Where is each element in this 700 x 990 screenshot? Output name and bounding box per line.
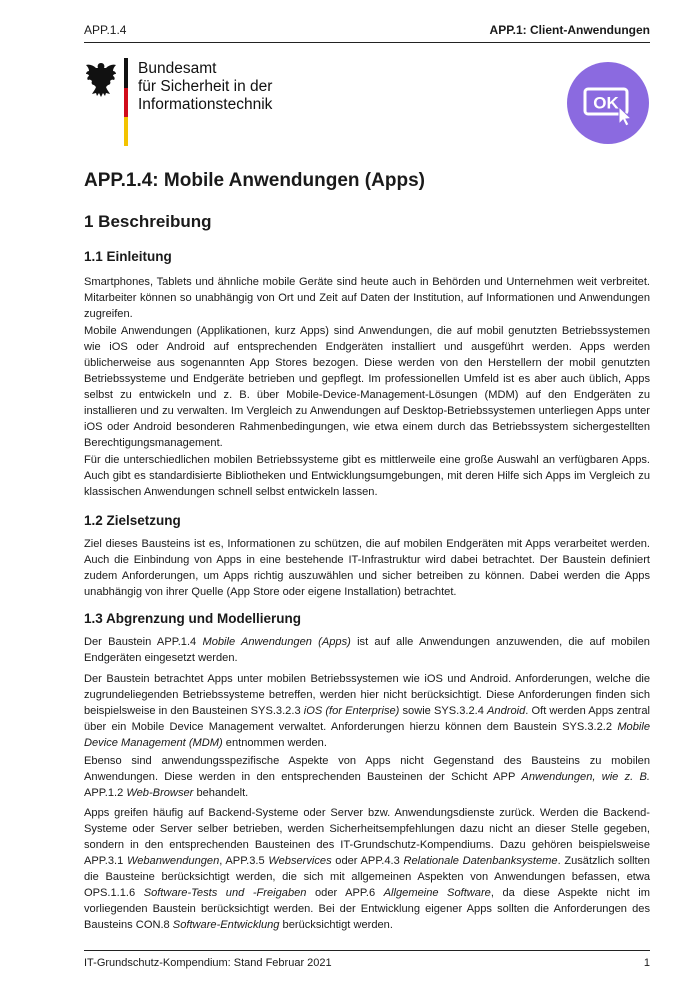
paragraph-abgrenzung-4: Apps greifen häufig auf Backend-Systeme oder Server bzw. Anwendungsdienste zurück. Werden die Backend-Systeme oder Server selber betrieben, werden Sicherheitsempfehlungen dazu nicht an dieser Stelle gegeben, sondern in den entsprechenden Bausteinen des IT-Grundschutz-Kompendiums. Dazu gehören beispielsweise APP.3.1 Webanwendungen, APP.3.5 Webservices oder APP.4.3 Relationale Datenbanksysteme. Zusätzlich sollten die Bausteine berücksichtigt werden, die sich mit allgemeinen Aspekten von Anwendungen befassen, etwa OPS.1.1.6 Software-Tests und -Freigaben oder APP.6 Allgemeine Software, da diese Aspekte nicht im vorliegenden Baustein berücksichtigt werden. Bei der Entwicklung eigener Apps sollten die Anforderungen des Bausteins CON.8 Software-Entwicklung berücksichtigt werden.: [84, 807, 650, 931]
flag-bar: [124, 58, 128, 146]
ok-cursor-icon: [567, 62, 649, 144]
ok-badge-label: OK: [593, 93, 619, 113]
footer-source: IT-Grundschutz-Kompendium: Stand Februar 2021: [84, 957, 332, 969]
logo-line-2: für Sicherheit in der: [138, 78, 273, 95]
subsection-heading-zielsetzung: 1.2 Zielsetzung: [84, 513, 181, 528]
paragraph-abgrenzung-1: Der Baustein APP.1.4 Mobile Anwendungen (Apps) ist auf alle Anwendungen anzuwenden, die auf mobilen Endgeräten eingesetzt werden.: [84, 636, 650, 664]
header-module-id: APP.1.4: [84, 23, 127, 37]
paragraph-abgrenzung-3: Ebenso sind anwendungsspezifische Aspekte von Apps nicht Gegenstand des Bausteins zu mobilen Anwendungen. Diese werden in den entsprechenden Bausteinen der Schicht APP Anwendungen, wie z. B. APP.1.2 Web-Browser behandelt.: [84, 755, 650, 799]
logo-line-3: Informationstechnik: [138, 96, 273, 113]
page-title: APP.1.4: Mobile Anwendungen (Apps): [84, 170, 425, 191]
subsection-heading-abgrenzung: 1.3 Abgrenzung und Modellierung: [84, 611, 301, 626]
bsi-logo: [84, 58, 284, 148]
paragraph-einleitung-2: Mobile Anwendungen (Applikationen, kurz Apps) sind Anwendungen, die auf mobil genutzten Betriebssystemen wie iOS oder Android auf entsprechenden Endgeräten installiert und ausgeführt werden. Apps werden üblicherweise aus sogenannten App Stores bezogen. Diese werden von den Herstellern der mobil genutzten Betriebssysteme und Endgeräte betrieben und gepflegt. Im professionellen Umfeld ist es aber auch üblich, Apps selbst zu entwickeln und z. B. über Mobile-Device-Management-Lösungen (MDM) auf den Endgeräten zu installieren und zu verwalten. Im Vergleich zu Anwendungen auf Desktop-Betriebssystemen unterliegen Apps unter iOS oder Android besonderen Rahmenbedingungen, wie etwa einem durch das Betriebssystem sichergestellten Berechtigungsmanagement.: [84, 325, 650, 449]
logo-line-1: Bundesamt: [138, 60, 217, 77]
header-layer-title: APP.1: Client-Anwendungen: [489, 23, 650, 37]
footer-page-number: 1: [643, 957, 650, 969]
page-header: [84, 20, 650, 43]
subsection-heading-einleitung: 1.1 Einleitung: [84, 249, 172, 264]
paragraph-zielsetzung: Ziel dieses Bausteins ist es, Informationen zu schützen, die auf mobilen Endgeräten mit Apps verarbeitet werden. Auch die Einbindung von Apps in eine bestehende IT-Infrastruktur wird dabei betrachtet. Der Baustein definiert zudem Anforderungen, um Apps richtig auszuwählen und sicher betreiben zu können. Dabei werden die Apps unabhängig von ihrer Quelle (App Store oder eigene Installation) betrachtet.: [84, 538, 650, 598]
paragraph-einleitung-3: Für die unterschiedlichen mobilen Betriebssysteme gibt es mittlerweile eine große Auswahl an verfügbaren Apps. Auch gibt es standardisierte Bibliotheken und Entwicklungsumgebungen, mit deren Hilfe sich Apps im Vergleich zu klassischen Anwendungen schnell selbst entwickeln lassen.: [84, 454, 650, 498]
logo-text: [138, 60, 272, 114]
paragraph-abgrenzung-2: Der Baustein betrachtet Apps unter mobilen Betriebssystemen wie iOS und Android. Anforderungen, welche die zugrundeliegenden Betriebssysteme betreffen, werden hier nicht berücksichtigt. Diese Anforderungen finden sich beispielsweise in den Bausteinen SYS.3.2.3 iOS (for Enterprise) sowie SYS.3.2.4 Android. Oft werden Apps zentral über ein Mobile Device Management verwaltet. Anforderungen hierzu können dem Baustein SYS.3.2.2 Mobile Device Management (MDM) entnommen werden.: [84, 673, 650, 749]
paragraph-einleitung-1: Smartphones, Tablets und ähnliche mobile Geräte sind heute auch in Behörden und Unternehmen weit verbreitet. Mitarbeiter können so unabhängig von Ort und Zeit auf Daten der Institution, auf Informationen und Anwendungen zugreifen.: [84, 276, 650, 320]
page-footer: [84, 950, 650, 975]
federal-eagle-icon: [84, 60, 118, 100]
ok-badge: [567, 62, 649, 144]
section-heading-beschreibung: 1 Beschreibung: [84, 212, 212, 231]
